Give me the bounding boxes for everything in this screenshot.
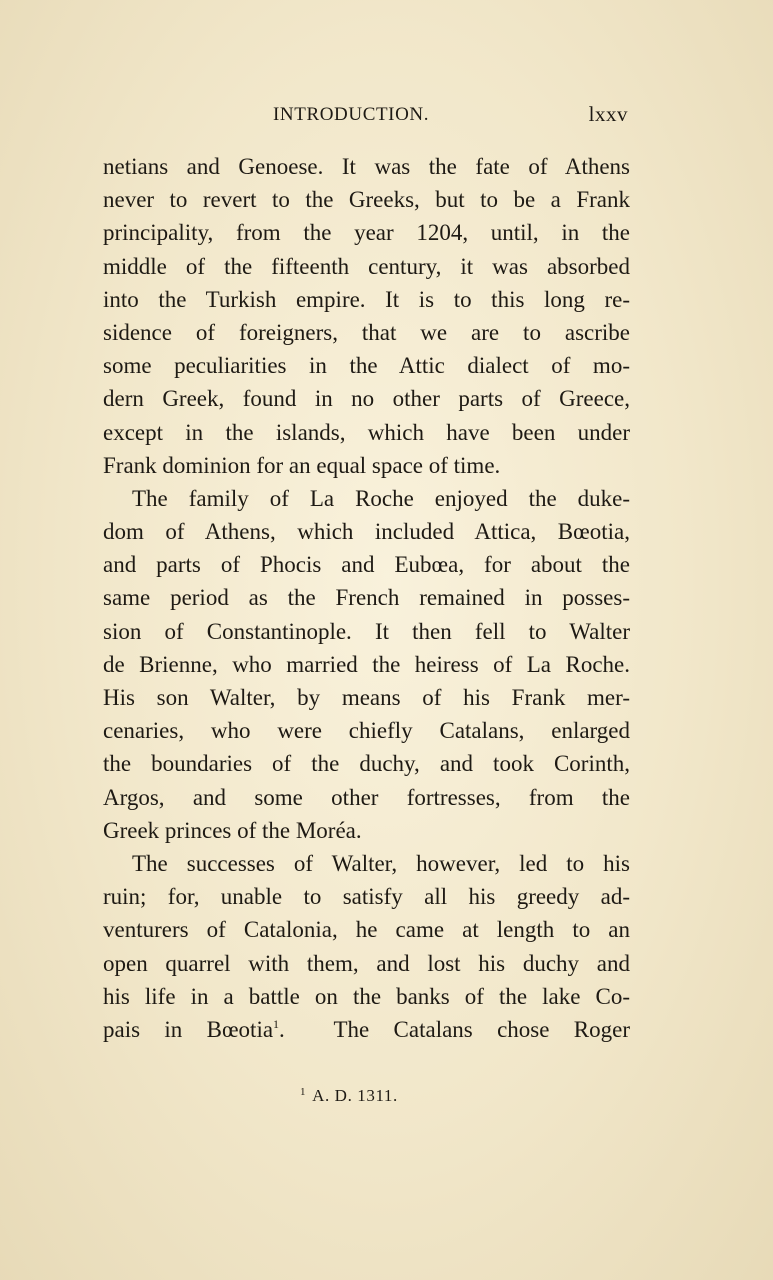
text-line: and parts of Phocis and Eubœa, for about the <box>103 552 630 578</box>
text-fragment: The Catalans chose Roger <box>333 1016 630 1042</box>
text-line: principality, from the year 1204, until, in the <box>103 220 630 246</box>
text-line: Greek princes of the Moréa. <box>103 817 362 843</box>
text-line: dom of Athens, which included Attica, Bœotia, <box>103 519 630 545</box>
text-line: His son Walter, by means of his Frank mer- <box>103 685 630 710</box>
text-line: cenaries, who were chiefly Catalans, enlarged <box>103 718 630 744</box>
text-line: except in the islands, which have been under <box>103 419 630 445</box>
text-line: Frank dominion for an equal space of time. <box>103 452 501 478</box>
text-line: into the Turkish empire. It is to this long re- <box>103 286 630 312</box>
text-line: open quarrel with them, and lost his duchy and <box>103 950 630 976</box>
text-line: Argos, and some other fortresses, from the <box>103 784 630 810</box>
text-line: sidence of foreigners, that we are to ascribe <box>103 319 630 345</box>
text-line: netians and Genoese. It was the fate of Athens <box>103 154 630 179</box>
body-text <box>103 150 630 1046</box>
text-line: the boundaries of the duchy, and took Corinth, <box>103 751 630 777</box>
text-line: venturers of Catalonia, he came at length to an <box>103 917 630 943</box>
page-header <box>103 104 630 132</box>
text-line: The family of La Roche enjoyed the duke- <box>132 485 630 511</box>
text-fragment: pais in Bœotia <box>103 1016 274 1042</box>
text-line: ruin; for, unable to satisfy all his greedy ad- <box>103 884 630 910</box>
text-line: de Brienne, who married the heiress of La Roche. <box>103 651 630 677</box>
text-line: dern Greek, found in no other parts of Greece, <box>103 386 630 412</box>
text-line: middle of the fifteenth century, it was absorbed <box>103 253 630 279</box>
footnote <box>300 1086 398 1106</box>
footnote-marker: 1 <box>300 1086 307 1098</box>
text-line: some peculiarities in the Attic dialect of mo- <box>103 353 630 379</box>
footnote-text: A. D. 1311. <box>312 1086 398 1105</box>
page-number: lxxv <box>588 102 628 126</box>
text-line: never to revert to the Greeks, but to be a Frank <box>103 187 630 213</box>
text-line: pais in Bœotia$^1$. The Catalans chose Roger <box>103 1016 630 1042</box>
running-title: INTRODUCTION. <box>273 104 430 125</box>
text-line: The successes of Walter, however, led to his <box>132 850 630 876</box>
text-line: same period as the French remained in posses- <box>103 585 630 611</box>
text-line: sion of Constantinople. It then fell to Walter <box>103 618 630 644</box>
text-line: his life in a battle on the banks of the lake Co- <box>103 983 630 1009</box>
footnote-reference: 1 <box>273 1016 280 1031</box>
